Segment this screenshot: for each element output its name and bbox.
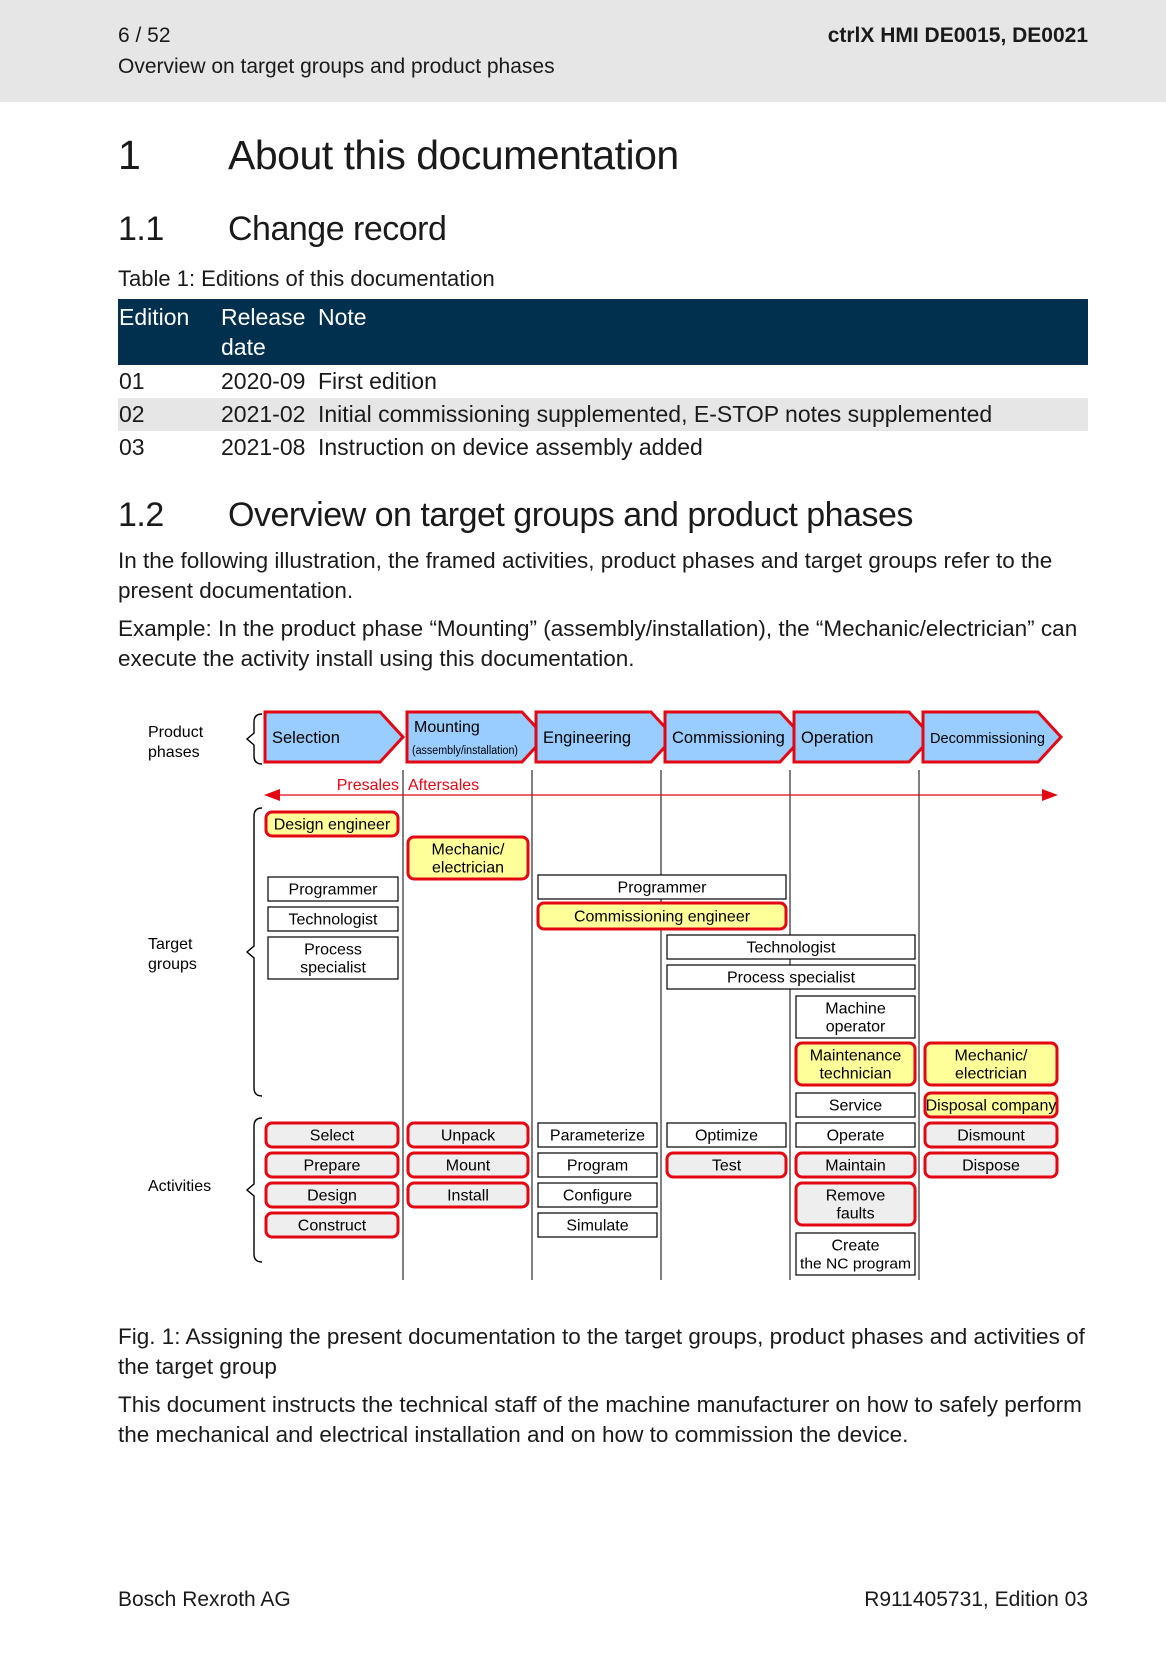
- target-group-box-label: specialist: [300, 959, 366, 977]
- closing-paragraph: This document instructs the technical staff of the machine manufacturer on how to safely perform the mechanical and electrical installation and on how to commission the device.: [118, 1392, 1082, 1447]
- note-cell: Initial commissioning supplemented, E-STOP notes supplemented: [317, 398, 1088, 431]
- release-date-cell: 2020-09: [221, 368, 306, 394]
- activity-box-label: Optimize: [694, 1127, 759, 1145]
- target-group-box-label: Mechanic/: [431, 841, 505, 859]
- row-label-groups: groups: [148, 956, 197, 973]
- target-group-box-label: operator: [825, 1018, 886, 1036]
- target-group-box-label: Technologist: [746, 939, 836, 957]
- release-date-cell: 2021-08: [221, 434, 306, 460]
- release-date-cell: 2021-02: [220, 398, 317, 431]
- target-group-box-label: Process specialist: [726, 969, 856, 987]
- sales-arrow-head-left: [264, 789, 280, 801]
- phase-label: Operation: [801, 729, 874, 747]
- row-label-activities: Activities: [148, 1178, 212, 1195]
- activity-box-label: Operate: [826, 1127, 885, 1145]
- aftersales-label: Aftersales: [408, 777, 480, 794]
- section-heading-change-record: [118, 210, 446, 249]
- table-row: [118, 398, 1088, 431]
- chapter-title: About this documentation: [228, 132, 679, 178]
- activity-box-label: Design: [307, 1187, 357, 1205]
- running-section-title: Overview on target groups and product phases: [118, 55, 555, 78]
- footer-company: Bosch Rexroth AG: [118, 1588, 291, 1611]
- activity-box-label: faults: [836, 1205, 875, 1223]
- activity-box-label: Dispose: [962, 1157, 1020, 1175]
- intro-paragraph: In the following illustration, the framed activities, product phases and target groups refer to the present documentation.: [118, 548, 1053, 603]
- target-group-box-label: Machine: [825, 1000, 886, 1018]
- table-row: [118, 431, 1088, 464]
- activity-box-label: Program: [566, 1157, 629, 1175]
- target-group-box-label: Service: [828, 1097, 883, 1115]
- activity-box-label: Unpack: [440, 1127, 496, 1145]
- example-paragraph: Example: In the product phase “Mounting” (assembly/installation), the “Mechanic/electrician” can execute the activity install using this documentation.: [118, 616, 1078, 671]
- target-group-box-label: Technologist: [288, 911, 378, 929]
- page-header: [0, 0, 1166, 102]
- row-label-groups: Target: [148, 936, 193, 953]
- release-date-header-text: Release date: [221, 304, 306, 360]
- target-group-box-label: electrician: [954, 1065, 1028, 1083]
- target-group-box-label: technician: [819, 1065, 892, 1083]
- activity-box-label: Configure: [562, 1187, 633, 1205]
- target-group-box-label: Commissioning engineer: [573, 908, 751, 926]
- activity-box-label: Remove: [825, 1187, 886, 1205]
- sales-arrow-head-right: [1042, 789, 1058, 801]
- target-group-box-label: Programmer: [288, 881, 378, 899]
- target-group-box-label: Programmer: [617, 879, 707, 897]
- page-number: 6 / 52: [118, 24, 171, 47]
- section-title: Change record: [228, 210, 447, 248]
- column-header-edition: Edition: [118, 299, 220, 365]
- table-header-row: [118, 299, 1088, 365]
- target-group-box-label: electrician: [431, 859, 505, 877]
- activity-box-label: Create: [831, 1237, 880, 1255]
- activity-box-label: Maintain: [825, 1157, 886, 1175]
- note-cell: Instruction on device assembly added: [318, 434, 703, 460]
- activity-box-label: Test: [711, 1157, 742, 1175]
- target-group-box-label: Disposal company: [925, 1097, 1057, 1115]
- target-groups-diagram: [0, 700, 1166, 1290]
- table-row: [118, 365, 1088, 398]
- brace: [247, 808, 262, 1096]
- edition-cell: 03: [119, 434, 145, 460]
- activity-box-label: Select: [309, 1127, 355, 1145]
- edition-cell: 02: [118, 398, 220, 431]
- section-title: Overview on target groups and product phases: [228, 496, 913, 534]
- section-heading-overview: [118, 496, 913, 535]
- row-label-phases: Product: [148, 724, 204, 741]
- phase-label: Commissioning: [672, 729, 785, 747]
- phase-sublabel: (assembly/installation): [412, 745, 519, 757]
- activity-box-label: Mount: [445, 1157, 491, 1175]
- section-number: 1.1: [118, 210, 164, 248]
- activity-box-label: the NC program: [800, 1255, 911, 1273]
- target-group-box-label: Mechanic/: [954, 1047, 1028, 1065]
- activity-box-label: Construct: [297, 1217, 367, 1235]
- table-caption: Table 1: Editions of this documentation: [118, 266, 495, 291]
- edition-cell: 01: [119, 368, 145, 394]
- presales-label: Presales: [336, 777, 399, 794]
- chapter-number: 1: [118, 132, 141, 178]
- target-group-box-label: Design engineer: [273, 816, 391, 834]
- footer-document-id: R911405731, Edition 03: [864, 1588, 1088, 1611]
- activity-box-label: Install: [447, 1187, 489, 1205]
- phase-label: Selection: [272, 729, 340, 747]
- brace: [247, 714, 262, 764]
- product-name: ctrlX HMI DE0015, DE0021: [827, 24, 1088, 47]
- brace: [247, 1118, 262, 1262]
- target-group-box-label: Maintenance: [809, 1047, 902, 1065]
- phase-label: Decommissioning: [930, 731, 1045, 747]
- section-number: 1.2: [118, 496, 164, 534]
- chapter-heading: [118, 132, 679, 179]
- editions-table: [118, 299, 1088, 464]
- row-label-phases: phases: [148, 744, 200, 761]
- column-header-release-date: [220, 299, 317, 365]
- activity-box-label: Prepare: [303, 1157, 361, 1175]
- activity-box-label: Dismount: [957, 1127, 1025, 1145]
- phase-label: Engineering: [543, 729, 632, 747]
- phase-label: Mounting: [414, 719, 480, 736]
- activity-box-label: Simulate: [566, 1217, 629, 1235]
- note-cell: First edition: [318, 368, 437, 394]
- figure-caption: Fig. 1: Assigning the present documentation to the target groups, product phases and activities of the target group: [118, 1324, 1085, 1379]
- target-group-box-label: Process: [304, 941, 362, 959]
- activity-box-label: Parameterize: [549, 1127, 646, 1145]
- column-header-note: Note: [317, 299, 1088, 365]
